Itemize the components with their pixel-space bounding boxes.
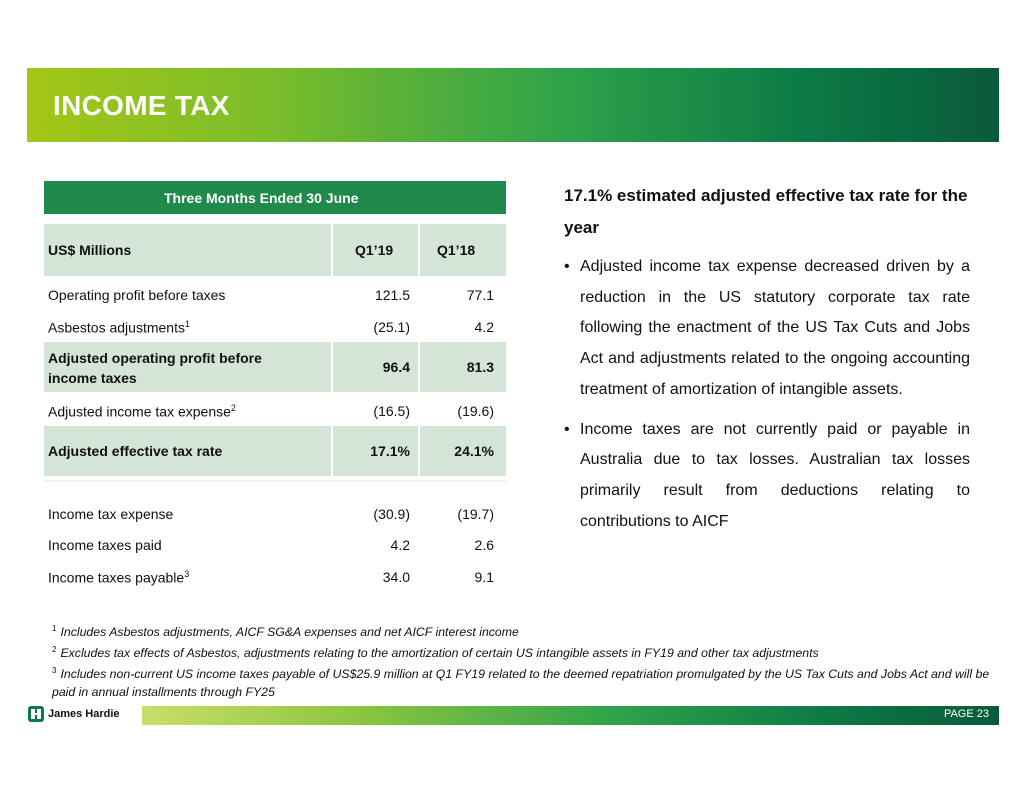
footnote-ref: 3 — [184, 568, 190, 579]
row-value-q1-18: (19.7) — [457, 506, 494, 522]
table-row — [44, 536, 506, 554]
table-row — [44, 286, 506, 304]
bullet-item — [564, 252, 970, 406]
row-value-q1-18: 81.3 — [466, 359, 494, 375]
row-label — [48, 569, 189, 586]
company-logo — [28, 706, 120, 722]
bullet-text: Adjusted income tax expense decreased driven by a reduction in the US statutory corporate tax rate following the enactment of the US Tax Cuts and Jobs Act and adjustments related to the ongoing accounting treatment of amortization of intangible assets. — [580, 258, 970, 398]
commentary — [564, 180, 970, 537]
row-value-q1-19: (16.5) — [373, 403, 410, 419]
footnote — [52, 620, 992, 641]
row-label-line2: income taxes — [48, 370, 137, 386]
bullet-icon: • — [564, 258, 570, 275]
footnote-text: Includes non-current US income taxes payable of US$25.9 million at Q1 FY19 related to the deemed repatriation promulgated by the US Tax Cuts and Jobs Act and will be paid in annual installments through FY25 — [52, 667, 990, 700]
col-label: US$ Millions — [48, 242, 132, 258]
divider — [331, 342, 333, 392]
bullet-icon: • — [564, 420, 570, 438]
logo-text: James Hardie — [48, 708, 120, 720]
row-label: Income taxes paid — [48, 537, 162, 553]
table-column-header — [44, 224, 506, 276]
table-row — [44, 505, 506, 523]
footer-band — [142, 706, 999, 725]
table-row — [44, 426, 506, 476]
divider — [418, 342, 420, 392]
col-q1-18: Q1’18 — [437, 242, 476, 258]
footnote-number: 2 — [52, 645, 57, 655]
row-label: Adjusted effective tax rate — [48, 443, 223, 459]
row-value-q1-18: 2.6 — [474, 537, 494, 553]
row-value-q1-19: 121.5 — [374, 287, 410, 303]
footnote-text: Excludes tax effects of Asbestos, adjustments relating to the amortization of certain US intangible assets in FY19 and other tax adjustments — [60, 646, 819, 661]
row-value-q1-19: 4.2 — [390, 537, 410, 553]
row-value-q1-18: 24.1% — [454, 443, 494, 459]
footnote-number: 3 — [52, 666, 57, 676]
footnote-ref: 2 — [230, 402, 236, 413]
row-value-q1-18: (19.6) — [457, 403, 494, 419]
divider — [331, 426, 333, 476]
footnote-number: 1 — [52, 624, 57, 633]
row-label: Operating profit before taxes — [48, 287, 226, 303]
row-label — [48, 403, 236, 420]
table-row — [44, 402, 506, 420]
footnotes — [52, 620, 992, 701]
bullet-item — [564, 415, 970, 538]
title-band — [27, 68, 999, 142]
table-row — [44, 318, 506, 336]
divider — [418, 426, 420, 476]
footnote-ref: 1 — [184, 318, 190, 329]
divider — [44, 480, 506, 482]
row-value-q1-19: 96.4 — [382, 359, 410, 375]
row-label-text: Income taxes payable — [48, 569, 185, 586]
table-row — [44, 342, 506, 392]
commentary-heading: 17.1% estimated adjusted effective tax rate for the year — [564, 186, 968, 237]
row-label-text: Asbestos adjustments — [48, 319, 185, 336]
divider — [418, 224, 420, 276]
logo-mark-icon — [28, 706, 44, 722]
row-label-line1: Adjusted operating profit before — [48, 350, 262, 366]
row-value-q1-18: 4.2 — [474, 319, 494, 335]
row-label-text: Adjusted income tax expense — [48, 403, 231, 420]
row-label — [48, 319, 190, 336]
row-value-q1-18: 9.1 — [474, 569, 494, 585]
table-row — [44, 568, 506, 586]
page-title: INCOME TAX — [53, 90, 230, 121]
row-label — [48, 348, 262, 388]
divider — [331, 224, 333, 276]
page-number: PAGE 23 — [943, 708, 989, 720]
financial-table — [44, 181, 506, 214]
bullet-text: Income taxes are not currently paid or payable in Australia due to tax losses. Australian tax losses primarily result from deductions relating to contributions to AICF — [580, 420, 970, 530]
row-value-q1-19: 17.1% — [370, 443, 410, 459]
footnote-text: Includes Asbestos adjustments, AICF SG&A expenses and net AICF interest income — [60, 625, 519, 640]
footnote — [52, 662, 992, 701]
row-value-q1-19: 34.0 — [382, 569, 410, 585]
table-band-title: Three Months Ended 30 June — [44, 181, 506, 214]
row-value-q1-19: (30.9) — [373, 506, 410, 522]
row-value-q1-18: 77.1 — [466, 287, 494, 303]
row-label: Income tax expense — [48, 506, 174, 522]
col-q1-19: Q1’19 — [355, 242, 394, 258]
row-value-q1-19: (25.1) — [373, 319, 410, 335]
footnote — [52, 641, 992, 662]
